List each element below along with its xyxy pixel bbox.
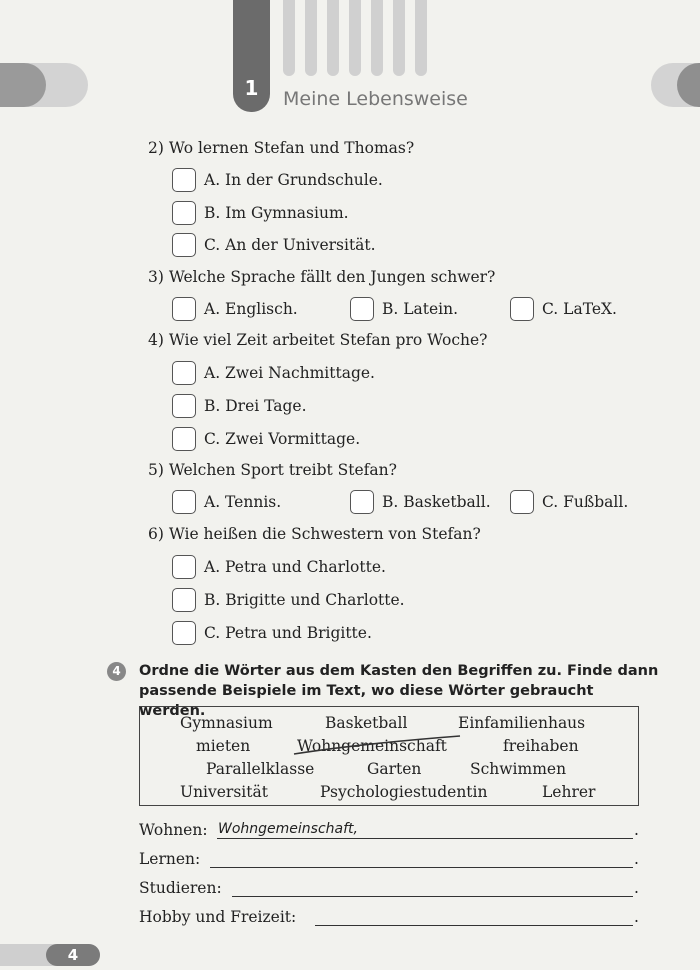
word-item: Lehrer [542,783,596,801]
header-stripe [415,0,427,76]
word-item: Basketball [325,714,408,732]
word-item: mieten [196,737,251,755]
question-3-option-a[interactable]: A. Englisch. [172,297,298,321]
word-item: Einfamilienhaus [458,714,586,732]
question-5-option-c[interactable]: C. Fußball. [510,490,628,514]
question-6: 6) Wie heißen die Schwestern von Stefan? [148,525,481,543]
question-4-option-a[interactable]: A. Zwei Nachmittage. [172,361,375,385]
task-instruction: Ordne die Wörter aus dem Kasten den Begriffen zu. Finde dann passende Beispiele im Text, wo diese Wörter gebraucht werden. [139,663,659,719]
question-6-option-b[interactable]: B. Brigitte und Charlotte. [172,588,405,612]
question-5-option-a[interactable]: A. Tennis. [172,490,281,514]
question-4: 4) Wie viel Zeit arbeitet Stefan pro Woche? [148,331,488,349]
checkbox[interactable] [172,588,196,612]
answer-line-studieren[interactable] [232,896,633,897]
question-2-option-a[interactable]: A. In der Grundschule. [172,168,383,192]
checkbox[interactable] [172,361,196,385]
word-item: Universität [180,783,268,801]
chapter-number: 1 [244,76,259,100]
checkbox[interactable] [172,168,196,192]
question-5-option-b[interactable]: B. Basketball. [350,490,491,514]
question-6-option-a[interactable]: A. Petra und Charlotte. [172,555,386,579]
header-stripe [349,0,361,76]
fill-label-lernen: Lernen: [139,850,201,868]
line-end-dot: . [634,821,639,839]
question-4-option-b[interactable]: B. Drei Tage. [172,394,307,418]
word-item: Garten [367,760,422,778]
question-2-option-b[interactable]: B. Im Gymnasium. [172,201,349,225]
header-stripe [283,0,295,76]
checkbox[interactable] [172,201,196,225]
fill-label-studieren: Studieren: [139,879,222,897]
header-stripe [305,0,317,76]
checkbox[interactable] [172,427,196,451]
checkbox[interactable] [172,490,196,514]
checkbox[interactable] [510,490,534,514]
answer-line-hobby[interactable] [315,925,633,926]
question-3-option-c[interactable]: C. LaTeX. [510,297,617,321]
question-2-option-c[interactable]: C. An der Universität. [172,233,376,257]
answer-line-wohnen[interactable] [217,838,633,839]
fill-label-hobby: Hobby und Freizeit: [139,908,297,926]
question-5: 5) Welchen Sport treibt Stefan? [148,461,397,479]
question-6-option-c[interactable]: C. Petra und Brigitte. [172,621,372,645]
word-item: Psychologiestudentin [320,783,488,801]
header-stripe [327,0,339,76]
checkbox[interactable] [510,297,534,321]
fill-label-wohnen: Wohnen: [139,821,208,839]
line-end-dot: . [634,879,639,897]
word-item: Wohngemeinschaft [297,737,447,755]
checkbox[interactable] [350,490,374,514]
line-end-dot: . [634,850,639,868]
word-item: Schwimmen [470,760,567,778]
header-decor-left-dark [0,63,46,107]
word-item: Gymnasium [180,714,273,732]
checkbox[interactable] [172,297,196,321]
header-stripe [393,0,405,76]
answer-line-lernen[interactable] [210,867,633,868]
line-end-dot: . [634,908,639,926]
strikethrough-mark [292,734,464,760]
question-4-option-c[interactable]: C. Zwei Vormittage. [172,427,360,451]
question-2: 2) Wo lernen Stefan und Thomas? [148,139,415,157]
checkbox[interactable] [172,621,196,645]
question-3: 3) Welche Sprache fällt den Jungen schwer? [148,268,496,286]
checkbox[interactable] [172,555,196,579]
page-number: 4 [67,946,79,964]
handwritten-answer: Wohngemeinschaft, [218,821,358,837]
word-item: Parallelklasse [206,760,315,778]
checkbox[interactable] [350,297,374,321]
question-3-option-b[interactable]: B. Latein. [350,297,458,321]
task-number-icon: 4 [107,662,126,681]
header-stripe [371,0,383,76]
word-item: freihaben [503,737,579,755]
chapter-title: Meine Lebensweise [283,88,468,110]
checkbox[interactable] [172,233,196,257]
checkbox[interactable] [172,394,196,418]
